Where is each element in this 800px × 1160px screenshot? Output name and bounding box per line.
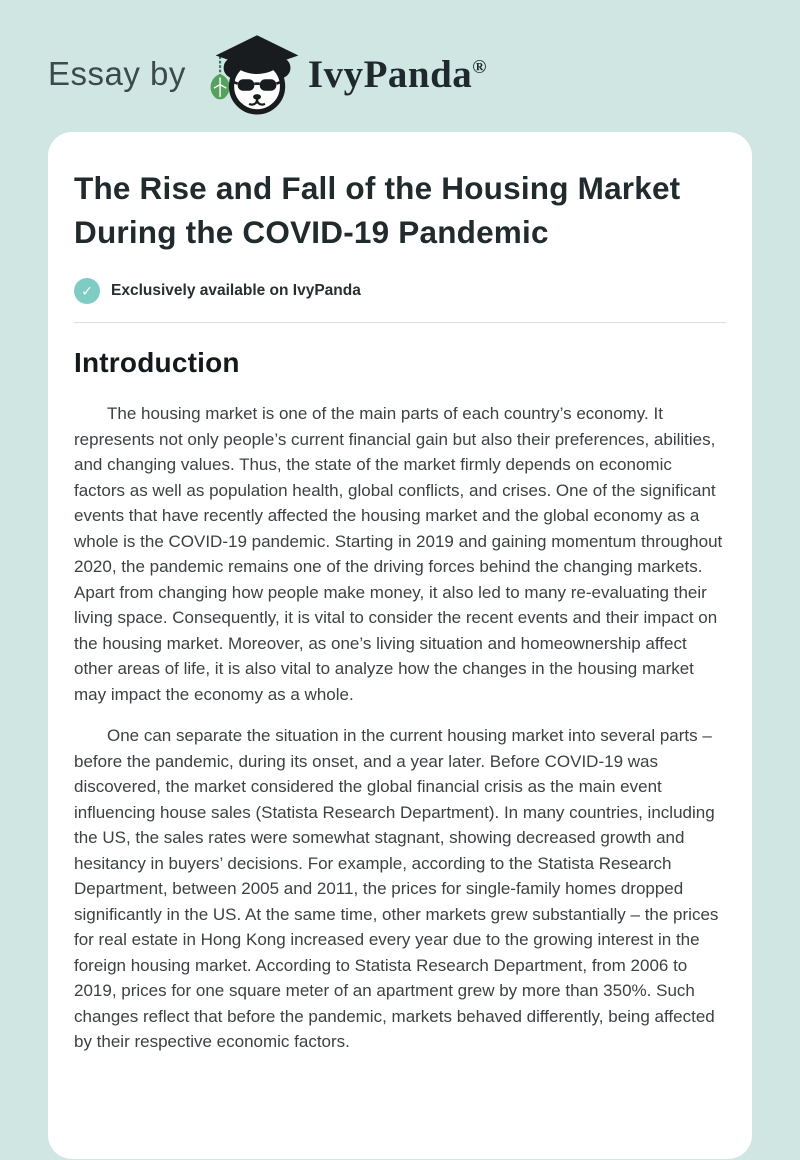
page-title-line-2: During the COVID-19 Pandemic <box>74 214 549 250</box>
page-title-line-1: The Rise and Fall of the Housing Market <box>74 170 681 206</box>
essay-card <box>48 132 752 1159</box>
page-title <box>74 166 726 254</box>
section-heading-introduction: Introduction <box>74 347 240 378</box>
registered-trademark: ® <box>472 56 487 78</box>
availability-badge-label: Exclusively available on IvyPanda <box>111 282 361 299</box>
check-icon: ✓ <box>74 278 100 304</box>
introduction-paragraph-2: One can separate the situation in the current housing market into several parts – before the pandemic, during its onset, and a year later. Before COVID-19 was discovered, the market considered the global financial crisis as the main event influencing house sales (Statista Research Department). In many countries, including the US, the sales rates were somewhat stagnant, showing decreased growth and hesitancy in buyers’ decisions. For example, according to the Statista Research Department, between 2005 and 2011, the prices for single-family homes dropped significantly in the US. At the same time, other markets grew substantially – the prices for real estate in Hong Kong increased every year due to the growing interest in the foreign housing market. According to Statista Research Department, from 2006 to 2019, prices for one square meter of an apartment grew by more than 350%. Such changes reflect that before the pandemic, markets behaved differently, being affected by their respective economic factors. <box>74 726 719 1051</box>
ivypanda-logo-icon <box>200 30 300 118</box>
brand-wordmark: IvyPanda® <box>307 52 487 96</box>
site-header <box>0 0 800 122</box>
availability-badge <box>74 278 726 304</box>
panda-nose <box>253 94 261 100</box>
divider <box>74 322 726 323</box>
glasses-icon <box>238 79 255 90</box>
essay-by-label: Essay by <box>48 55 186 92</box>
introduction-paragraph-1: The housing market is one of the main parts of each country’s economy. It represents not only people’s current financial gain but also their preferences, abilities, and changing values. Thus, the state of the market firmly depends on economic factors as well as population health, global conflicts, and crises. One of the significant events that have recently affected the housing market and the global economy as a whole is the COVID-19 pandemic. Starting in 2019 and gaining momentum throughout 2020, the pandemic remains one of the driving forces behind the changing markets. Apart from changing how people make money, it also led to many re-evaluating their living space. Consequently, it is vital to consider the recent events and their impact on the housing market. Moreover, as one’s living situation and homeownership affect other areas of life, it is also vital to analyze how the changes in the housing market may impact the economy as a whole. <box>74 404 723 704</box>
